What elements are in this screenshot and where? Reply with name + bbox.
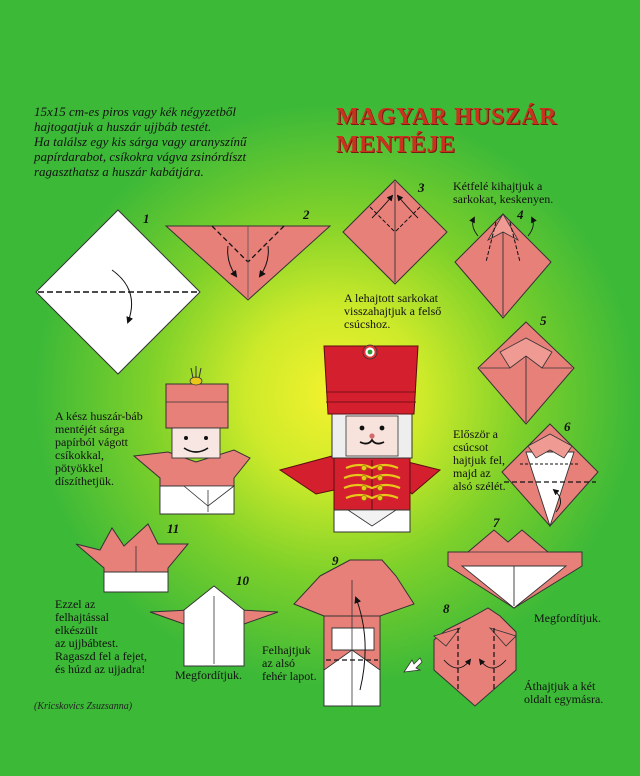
step-number-9: 9	[332, 553, 339, 568]
step-number-3: 3	[418, 180, 425, 195]
finished-puppet-small	[134, 366, 250, 514]
step-number-11: 11	[167, 521, 180, 536]
step-10-diagram	[150, 586, 278, 666]
step-number-6: 6	[564, 419, 571, 434]
step-5-diagram	[478, 322, 574, 424]
note-step-9: Felhajtjuk az alsó fehér lapot.	[262, 643, 317, 683]
note-step-7: Megfordítjuk.	[534, 611, 601, 625]
step-number-10: 10	[236, 573, 249, 588]
step-6-diagram	[502, 424, 598, 526]
step-number-5: 5	[540, 313, 547, 328]
step-4-diagram	[455, 214, 551, 318]
step-number-7: 7	[493, 515, 500, 530]
step-number-4: 4	[517, 207, 524, 222]
step-9-diagram	[294, 560, 422, 706]
note-step-11: Ezzel az felhajtással elkészült az ujjbábtest. Ragaszd fel a fejet, és húzd az ujjadra!	[55, 597, 147, 676]
step-number-2: 2	[303, 207, 310, 222]
note-step-6: Először a csúcsot hajtjuk fel, majd az alsó szélét.	[453, 427, 506, 493]
step-8-diagram	[434, 608, 516, 706]
step-number-1: 1	[143, 211, 150, 226]
author-credit: (Kricskovics Zsuzsanna)	[34, 701, 133, 712]
note-step-8: Áthajtjuk a két oldalt egymásra.	[524, 679, 604, 706]
step-7-diagram	[448, 530, 582, 608]
note-step-10: Megfordítjuk.	[175, 668, 242, 682]
intro-text: 15x15 cm-es piros vagy kék négyzetből hajtogatjuk a huszár ujjbáb testét. Ha találsz egy kis sárga vagy aranyszínű papírdarabot, csíkokra vágva zsinórdíszt ragaszthatsz a huszár kabátjára.	[34, 104, 247, 179]
step-3-diagram	[343, 180, 447, 284]
page-title: MAGYAR HUSZÁR MENTÉJE	[336, 104, 557, 158]
note-finished: A kész huszár-báb mentéjét sárga papírból vágott csíkokkal, pötyökkel díszíthetjük.	[55, 409, 143, 488]
step-number-8: 8	[443, 601, 450, 616]
finished-hussar-puppet	[280, 345, 440, 532]
note-step-3: Kétfelé kihajtjuk a sarkokat, keskenyen.	[453, 179, 554, 206]
note-center: A lehajtott sarkokat visszahajtjuk a felső csúcshoz.	[344, 291, 442, 331]
